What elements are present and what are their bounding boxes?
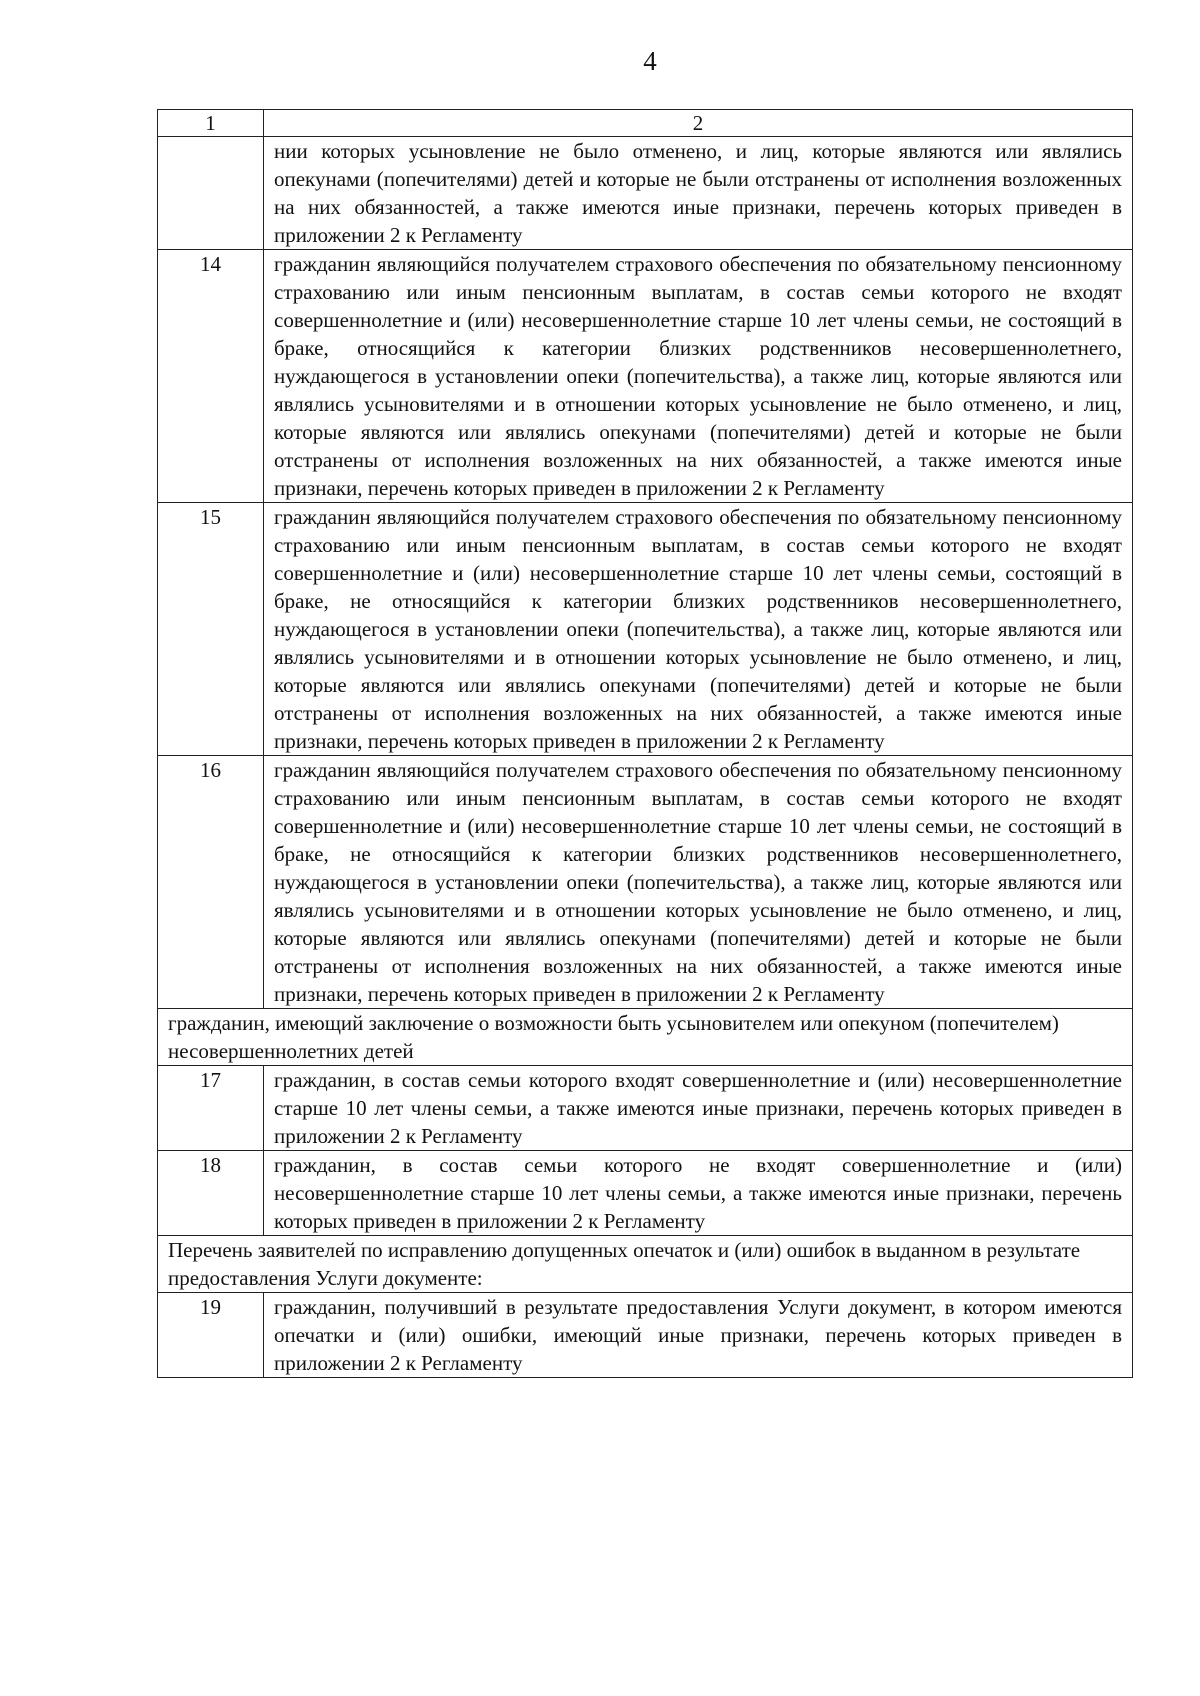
section-heading: Перечень заявителей по исправлению допущенных опечаток и (или) ошибок в выданном в результате предоставления Услуги документе: <box>158 1236 1133 1293</box>
table-header-row <box>158 110 1133 137</box>
row-text: гражданин являющийся получателем страхового обеспечения по обязательному пенсионному страхованию или иным пенсионным выплатам, в состав семьи которого не входят совершеннолетние и (или) несовершеннолетние старше 10 лет члены семьи, состоящий в браке, не относящийся к категории близких родственников несовершеннолетнего, нуждающегося в установлении опеки (попечительства), а также лиц, которые являются или являлись усыновителями и в отношении которых усыновление не было отменено, и лиц, которые являются или являлись опекунами (попечителями) детей и которые не были отстранены от исполнения возложенных на них обязанностей, а также имеются иные признаки, перечень которых приведен в приложении 2 к Регламенту <box>264 503 1133 756</box>
row-number <box>158 137 264 250</box>
row-number: 19 <box>158 1293 264 1378</box>
section-row <box>158 1236 1133 1293</box>
row-number: 17 <box>158 1066 264 1151</box>
row-text: гражданин, в состав семьи которого не входят совершеннолетние и (или) несовершеннолетние старше 10 лет члены семьи, а также имеются иные признаки, перечень которых приведен в приложении 2 к Регламенту <box>264 1151 1133 1236</box>
row-text: гражданин являющийся получателем страхового обеспечения по обязательному пенсионному страхованию или иным пенсионным выплатам, в состав семьи которого не входят совершеннолетние и (или) несовершеннолетние старше 10 лет члены семьи, не состоящий в браке, не относящийся к категории близких родственников несовершеннолетнего, нуждающегося в установлении опеки (попечительства), а также лиц, которые являются или являлись усыновителями и в отношении которых усыновление не было отменено, и лиц, которые являются или являлись опекунами (попечителями) детей и которые не были отстранены от исполнения возложенных на них обязанностей, а также имеются иные признаки, перечень которых приведен в приложении 2 к Регламенту <box>264 756 1133 1009</box>
table-row <box>158 503 1133 756</box>
row-number: 14 <box>158 250 264 503</box>
table-row <box>158 1066 1133 1151</box>
row-number: 15 <box>158 503 264 756</box>
table-row <box>158 250 1133 503</box>
table-row <box>158 756 1133 1009</box>
header-col-1: 1 <box>158 110 264 137</box>
row-text: нии которых усыновление не было отменено, и лиц, которые являются или являлись опекунами (попечителями) детей и которые не были отстранены от исполнения возложенных на них обязанностей, а также имеются иные признаки, перечень которых приведен в приложении 2 к Регламенту <box>264 137 1133 250</box>
row-text: гражданин, получивший в результате предоставления Услуги документ, в котором имеются опечатки и (или) ошибки, имеющий иные признаки, перечень которых приведен в приложении 2 к Регламенту <box>264 1293 1133 1378</box>
table-row <box>158 1151 1133 1236</box>
row-text: гражданин являющийся получателем страхового обеспечения по обязательному пенсионному страхованию или иным пенсионным выплатам, в состав семьи которого не входят совершеннолетние и (или) несовершеннолетние старше 10 лет члены семьи, не состоящий в браке, относящийся к категории близких родственников несовершеннолетнего, нуждающегося в установлении опеки (попечительства), а также лиц, которые являются или являлись усыновителями и в отношении которых усыновление не было отменено, и лиц, которые являются или являлись опекунами (попечителями) детей и которые не были отстранены от исполнения возложенных на них обязанностей, а также имеются иные признаки, перечень которых приведен в приложении 2 к Регламенту <box>264 250 1133 503</box>
regulation-table <box>157 109 1133 1378</box>
section-row <box>158 1009 1133 1066</box>
row-text: гражданин, в состав семьи которого входят совершеннолетние и (или) несовершеннолетние старше 10 лет члены семьи, а также имеются иные признаки, перечень которых приведен в приложении 2 к Регламенту <box>264 1066 1133 1151</box>
table-row <box>158 137 1133 250</box>
table-row <box>158 1293 1133 1378</box>
section-heading: гражданин, имеющий заключение о возможности быть усыновителем или опекуном (попечителем) несовершеннолетних детей <box>158 1009 1133 1066</box>
page-number: 4 <box>643 46 657 76</box>
row-number: 18 <box>158 1151 264 1236</box>
header-col-2: 2 <box>264 110 1133 137</box>
row-number: 16 <box>158 756 264 1009</box>
